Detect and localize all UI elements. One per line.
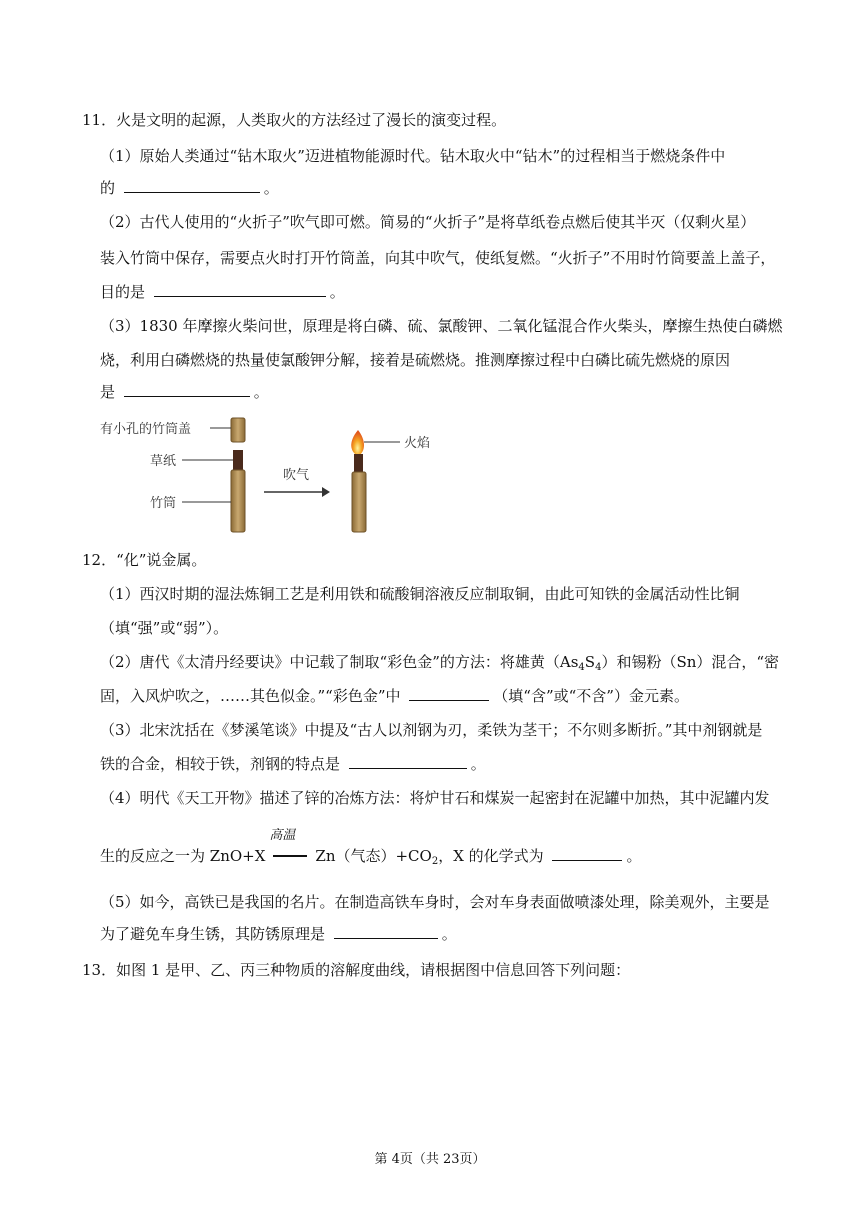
q12-answer-blank-3[interactable] (349, 754, 467, 769)
q11-answer-blank-1[interactable] (124, 178, 260, 193)
q12-part2-suffix: （填“含”或“不含”）金元素。 (493, 687, 689, 705)
straw-paper (233, 450, 243, 472)
q12-part4-line1: （4）明代《天工开物》描述了锌的冶炼方法：将炉甘石和煤炭一起密封在泥罐中加热，其中泥罐内发 (100, 789, 770, 807)
q12-part4-line2 (100, 828, 642, 872)
q12-part4-suffix: 。 (626, 847, 642, 865)
s-subscript: 4 (595, 662, 602, 673)
q12-answer-blank-4[interactable] (552, 846, 622, 861)
q12-part3-prefix: 铁的合金，相较于铁，剂钢的特点是 (100, 755, 341, 773)
label-blow: 吹气 (283, 468, 310, 483)
as-subscript: 4 (578, 662, 585, 673)
co2-subscript: 2 (431, 856, 439, 867)
q12-part4-equation-lhs: 生的反应之一为 ZnO+X (100, 847, 266, 865)
page-footer: 第 4页（共 23页） (374, 1152, 486, 1167)
q11-part3-line2: 烧，利用白磷燃烧的热量使氯酸钾分解，接着是硫燃烧。推测摩擦过程中白磷比硫先燃烧的原因 (100, 351, 731, 369)
q11-part3-prefix: 是 (100, 383, 116, 401)
q12-part2-prefix: 固，入风炉吹之，……其色似金。”“彩色金”中 (100, 687, 401, 705)
q12-answer-blank-2[interactable] (409, 686, 489, 701)
q11-part3-suffix: 。 (253, 383, 269, 401)
q11-part1-prefix: 的 (100, 179, 116, 197)
q12-part1-line2: （填“强”或“弱”）。 (100, 619, 229, 637)
reaction-arrow (273, 855, 307, 857)
q12-part5-prefix: 为了避免车身生锈，其防锈原理是 (100, 925, 326, 943)
q12-part2-line2 (100, 686, 689, 706)
q13-stem: 13．如图 1 是甲、乙、丙三种物质的溶解度曲线，请根据图中信息回答下列问题： (82, 961, 631, 979)
label-bamboo-tube: 竹筒 (150, 496, 177, 511)
q12-part5-line1: （5）如今，高铁已是我国的名片。在制造高铁车身时，会对车身表面做喷漆处理，除美观外，主要是 (100, 893, 770, 911)
q11-part1-line1: （1）原始人类通过“钻木取火”迈进植物能源时代。钻木取火中“钻木”的过程相当于燃烧条件中 (100, 147, 726, 165)
straw-paper-burning (354, 454, 363, 474)
q12-part4-equation-rhs: Zn（气态）+CO (315, 847, 432, 865)
q11-part3-line3 (100, 382, 269, 402)
q11-part2-line1: （2）古代人使用的“火折子”吹气即可燃。简易的“火折子”是将草纸卷点燃后使其半灭（仅剩火星） (100, 213, 756, 231)
q11-stem: 11．火是文明的起源，人类取火的方法经过了漫长的演变过程。 (82, 111, 507, 129)
q11-part2-prefix: 目的是 (100, 283, 146, 301)
reaction-condition (265, 828, 315, 866)
bamboo-lid (231, 418, 245, 442)
q11-part2-suffix: 。 (329, 283, 345, 301)
q12-answer-blank-5[interactable] (334, 924, 438, 939)
flame-icon (351, 430, 364, 456)
q12-part2-line1 (100, 652, 779, 678)
q11-answer-blank-2[interactable] (154, 282, 326, 297)
label-straw-paper: 草纸 (150, 454, 177, 469)
q12-part2-text-b: ）和锡粉（Sn）混合，“密 (601, 653, 780, 671)
q11-part2-line3 (100, 282, 345, 302)
q11-part1-line2 (100, 178, 279, 198)
label-bamboo-lid: 有小孔的竹筒盖 (100, 422, 192, 437)
q12-part1-line1: （1）西汉时期的湿法炼铜工艺是利用铁和硫酸铜溶液反应制取铜，由此可知铁的金属活动性比铜 (100, 585, 740, 603)
q11-part1-suffix: 。 (263, 179, 279, 197)
q12-part5-line2 (100, 924, 457, 944)
q11-answer-blank-3[interactable] (124, 382, 250, 397)
q12-part2-s: S (584, 653, 596, 671)
q11-part3-line1: （3）1830 年摩擦火柴问世，原理是将白磷、硫、氯酸钾、二氧化锰混合作火柴头，摩擦生热使白磷燃 (100, 317, 783, 335)
q12-stem: 12．“化”说金属。 (82, 551, 207, 569)
fire-folder-figure (100, 410, 440, 538)
q12-part5-suffix: 。 (441, 925, 457, 943)
condition-high-temp: 高温 (269, 828, 296, 843)
label-flame: 火焰 (404, 436, 431, 451)
q12-part3-line1: （3）北宋沈括在《梦溪笔谈》中提及“古人以剂钢为刃，柔铁为茎干；不尔则多断折。”其中剂钢就是 (100, 721, 763, 739)
q11-part2-line2: 装入竹筒中保存，需要点火时打开竹筒盖，向其中吹气，使纸复燃。“火折子”不用时竹筒要盖上盖子， (100, 249, 776, 267)
q12-part3-line2 (100, 754, 486, 774)
bamboo-tube-right (352, 472, 366, 532)
q12-part3-suffix: 。 (470, 755, 486, 773)
bamboo-tube-left (231, 470, 245, 532)
q12-part4-question: ，X 的化学式为 (438, 847, 544, 865)
q12-part2-text-a: （2）唐代《太清丹经要诀》中记载了制取“彩色金”的方法：将雄黄（As (100, 653, 579, 671)
